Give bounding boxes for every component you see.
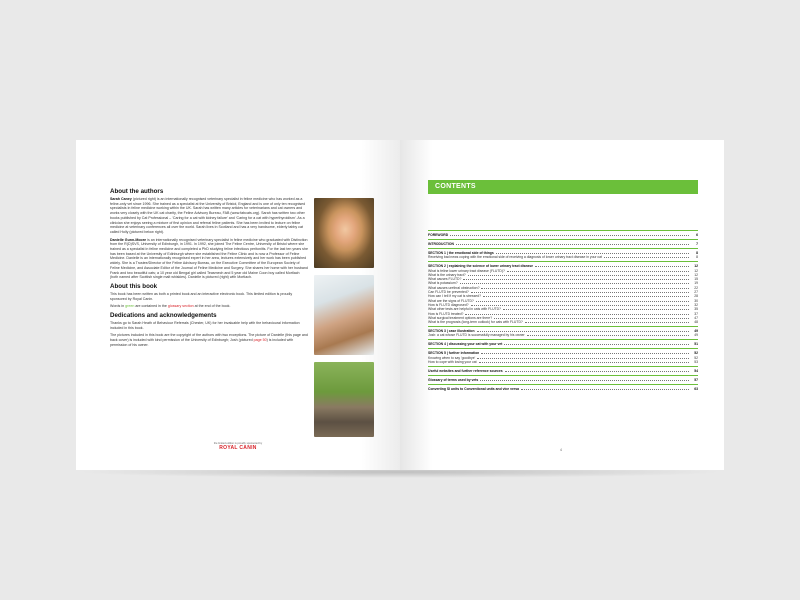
toc-entry-title: SECTION 1 | the emotional side of things — [428, 251, 494, 255]
toc-entry-title: Receiving bad news coping with the emotional side of receiving a diagnosis of lower urinary tract disease in your cat — [428, 255, 602, 260]
toc-leader-dots — [450, 235, 689, 236]
toc-entry-title: What other tests are helpful in cats with FLUTD? — [428, 307, 501, 312]
toc-entry[interactable] — [428, 384, 698, 391]
toc-entry[interactable] — [428, 333, 698, 337]
toc-leader-dots — [480, 380, 689, 381]
toc-entry-page: 49 — [694, 333, 698, 338]
toc-leader-dots — [604, 257, 689, 258]
toc-entry-page: 22 — [694, 285, 698, 290]
toc-entry-page: 12 — [694, 264, 698, 269]
toc-entry-title: What causes urethral obstruction? — [428, 285, 480, 290]
toc-entry-title: What causes FLUTD? — [428, 277, 462, 282]
author-photo-sarah — [314, 198, 374, 268]
toc-entry-title: FOREWORD — [428, 233, 449, 237]
dedications-heading: Dedications and acknowledgements — [110, 312, 217, 320]
toc-leader-dots — [477, 331, 689, 332]
glossary-note-suffix: at the end of the book. — [193, 304, 231, 309]
left-page — [76, 140, 400, 470]
toc-entry-title: SECTION 4 | discussing your cat with your vet — [428, 342, 503, 347]
toc-leader-dots — [525, 322, 689, 323]
pictures-credit-prefix: The pictures included in this book are the copyright of the authors with two exceptions. The picture of Danielle (this page and back cover) is included with kind permission of the University of Edinburgh; Josh (pictured — [110, 333, 308, 343]
toc-entry-page: 53 — [694, 360, 698, 365]
toc-leader-dots — [476, 301, 689, 302]
toc-leader-dots — [468, 275, 689, 276]
page-50-link[interactable]: page 50 — [253, 338, 267, 343]
toc-entry-title: What is feline lower urinary tract disease (FLUTD)? — [428, 268, 505, 273]
toc-entry-page: 52 — [694, 351, 698, 356]
toc-leader-dots — [505, 371, 689, 372]
toc-entry-title: What are the signs of FLUTD? — [428, 298, 474, 303]
glossary-section-link[interactable]: glossary section — [167, 304, 194, 309]
author-photo-danielle-with-cat — [314, 275, 374, 355]
toc-entry-title: Glossary of terms used by vets — [428, 378, 479, 383]
toc-entry-title: SECTION 2 | explaining the science of lower urinary tract disease — [428, 264, 533, 269]
toc-entry-title: How is FLUTD diagnosed? — [428, 302, 469, 307]
toc-entry[interactable] — [428, 320, 698, 324]
sponsor-block — [76, 442, 400, 451]
toc-entry[interactable] — [428, 248, 698, 255]
right-page — [400, 140, 724, 470]
toc-entry-page: 37 — [694, 311, 698, 316]
tabby-cat-photo — [314, 362, 374, 437]
contents-title: CONTENTS — [435, 183, 476, 190]
toc-entry-title: What is the urinary tract? — [428, 272, 466, 277]
toc-entry-title: Knowing when to say 'goodbye' — [428, 355, 476, 360]
toc-entry-title: SECTION 5 | further information — [428, 351, 480, 356]
toc-entry-title: SECTION 3 | case illustration — [428, 329, 475, 334]
glossary-note-middle: are contained in the — [134, 304, 168, 309]
about-book-heading: About this book — [110, 282, 158, 290]
toc-leader-dots — [527, 335, 689, 336]
toc-leader-dots — [503, 309, 689, 310]
toc-entry-page: 51 — [694, 342, 698, 347]
toc-entry-page: 30 — [694, 298, 698, 303]
toc-entry-page: 28 — [694, 294, 698, 299]
toc-entry[interactable] — [428, 326, 698, 333]
contents-banner — [428, 180, 698, 194]
toc-entry[interactable] — [428, 255, 698, 259]
dedications-text: Thanks go to Sarah Heath of Behaviour Referrals (Chester, UK) for her invaluable help with the behavioural information included in this book. — [110, 321, 300, 330]
toc-leader-dots — [521, 389, 689, 390]
toc-entry-page: 57 — [694, 378, 698, 383]
toc-entry-page: 12 — [694, 268, 698, 273]
toc-entry-page: 19 — [694, 281, 698, 286]
toc-entry[interactable] — [428, 239, 698, 246]
toc-leader-dots — [456, 244, 689, 245]
toc-leader-dots — [535, 266, 689, 267]
toc-leader-dots — [494, 318, 689, 319]
author-sarah-paragraph — [110, 197, 308, 235]
toc-leader-dots — [463, 279, 689, 280]
toc-leader-dots — [465, 314, 689, 315]
sponsor-caption: the limited edition is proudly sponsored by — [213, 442, 263, 445]
toc-entry-page: 63 — [694, 387, 698, 392]
toc-entry-title: What surgical treatment options are there? — [428, 315, 493, 320]
page-number: 4 — [560, 448, 562, 452]
toc-entry-title: Josh: a cat whose FLUTD is successfully managed by his owner — [428, 333, 525, 338]
toc-entry-page: 48 — [694, 320, 698, 325]
toc-entry-title: How can I tell if my cat is stressed? — [428, 294, 481, 299]
toc-leader-dots — [477, 358, 689, 359]
toc-entry-title: INTRODUCTION — [428, 242, 454, 246]
toc-entry[interactable] — [428, 230, 698, 237]
about-authors-heading: About the authors — [110, 188, 164, 195]
toc-leader-dots — [481, 353, 689, 354]
toc-entry-page: 35 — [694, 307, 698, 312]
toc-leader-dots — [507, 271, 689, 272]
toc-leader-dots — [471, 292, 689, 293]
toc-entry-page: 54 — [694, 369, 698, 374]
toc-leader-dots — [481, 288, 689, 289]
pictures-credit-suffix: ) is included with permission of his owner. — [110, 338, 294, 347]
toc-leader-dots — [471, 305, 689, 306]
toc-entry[interactable] — [428, 339, 698, 346]
toc-entry-page: 8 — [696, 251, 698, 255]
toc-entry-page: 49 — [694, 329, 698, 334]
toc-entry[interactable] — [428, 366, 698, 373]
royal-canin-logo: ROYAL CANIN — [219, 445, 257, 451]
toc-leader-dots — [460, 283, 689, 284]
author-sarah-bio: (pictured right) is an internationally recognised veterinary specialist in feline medicine who has worked as a feline-only vet since 1996. She trained as a specialist at the University of Bristol, England and is one of only ten recognised specialists in feline medicine working within the UK. Sarah has written many articles for veterinarians and cat owners and works very closely with the UK cat charity, the Feline Advisory Bureau, FAB (www.fabcats.org). Sarah has written two other books published by Cat Professional – ‘Caring for a cat with kidney failure’ and ‘Caring for a cat with hyperthyroidism’. As a clinician she enjoys seeing a mixture of first opinion and referral feline patients. She has been invited to lecture on feline medicine at veterinary conferences all over the world. Sarah lives in Scotland and has a very handsome, elderly tabby cat called Holly (pictured below right). — [110, 197, 306, 234]
toc-entry[interactable] — [428, 375, 698, 382]
glossary-note — [110, 304, 308, 309]
toc-leader-dots — [504, 344, 689, 345]
author-name-sarah: Sarah Caney — [110, 197, 132, 201]
toc-entry-page: 15 — [694, 277, 698, 282]
toc-entry-page: 8 — [696, 255, 698, 260]
toc-entry-title: Useful websites and further reference sources — [428, 369, 503, 374]
pictures-credit — [110, 333, 308, 347]
toc-entry-title: Converting SI units to Conventional units and vice versa — [428, 387, 519, 392]
toc-leader-dots — [496, 253, 689, 254]
author-name-danielle: Danielle Gunn-Moore — [110, 237, 147, 242]
green-word-sample: green — [125, 304, 135, 309]
toc-entry-title: What is the prognosis (long-term outlook) for cats with FLUTD? — [428, 320, 523, 325]
left-text-column — [110, 188, 308, 351]
toc-leader-dots — [483, 296, 689, 297]
toc-entry-page: 7 — [696, 242, 698, 246]
toc-entry-title: Can FLUTD be prevented? — [428, 290, 469, 295]
toc-entry-page: 32 — [694, 302, 698, 307]
author-danielle-paragraph — [110, 238, 308, 280]
toc-entry[interactable] — [428, 261, 698, 268]
toc-entry-title: How to cope with losing your cat — [428, 360, 477, 365]
toc-entry[interactable] — [428, 360, 698, 364]
toc-entry-title: What is potassium? — [428, 281, 458, 286]
open-book — [76, 140, 724, 470]
toc-entry-page: 52 — [694, 355, 698, 360]
table-of-contents — [428, 228, 698, 391]
glossary-note-prefix: Words in — [110, 304, 126, 309]
about-book-text: This book has been written as both a printed book and an interactive electronic book. This limited edition is proudly sponsored by Royal Canin. — [110, 291, 293, 301]
toc-entry-page: 6 — [696, 233, 698, 237]
toc-leader-dots — [479, 362, 689, 363]
toc-entry-page: 47 — [694, 315, 698, 320]
author-danielle-bio: is an internationally recognised veterinary specialist in feline medicine who graduated with Distinction from the R(D)SVS, University of Edinburgh, in 1991. In 1992, she joined The Feline Centre, University of Bristol where she trained as a specialist in feline medicine and completed a PhD studying feline infectious peritonitis. For the last ten years she has been based at the University of Edinburgh where she established the Feline Clinic and is now a Professor of Feline Medicine. Danielle is an internationally recognised expert in her area, lectures extensively and her work has been published widely. She is a Trustee/Director of the Feline Advisory Bureau, on the Executive Committee of the European Society of Feline Medicine, and Associate Editor of the Journal of Feline Medicine and Surgery. She shares her home with her husband Frank and two beautiful cats; a 10 year old Bengal girl called Teasmech and 5 year old Maine Coon boy called Mortlach (both named after Scottish single malt whiskies). Danielle is pictured (right) with Mortlach. — [110, 237, 308, 280]
toc-entry[interactable] — [428, 348, 698, 355]
toc-entry-page: 12 — [694, 272, 698, 277]
toc-entry-title: How is FLUTD treated? — [428, 311, 464, 316]
toc-entry-page: 27 — [694, 290, 698, 295]
